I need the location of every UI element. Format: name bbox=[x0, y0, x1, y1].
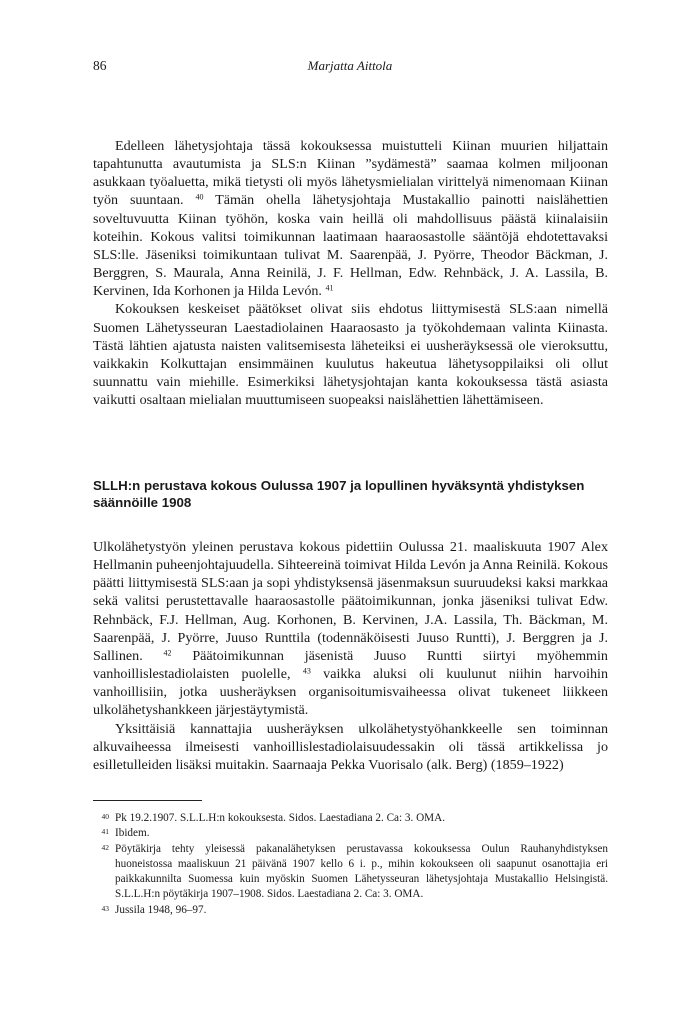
text-run: Ulkolähetystyön yleinen perustava kokous pidettiin Oulussa 21. maaliskuuta 1907 Alex Hellmanin puheenjohtajuudella. Sihteereinä toimivat Hilda Levón ja Anna Reinilä. Kokous päätti liittymisestä SLS:aan ja sopi yhdistyksensä jäsenmaksun suuruudeksi kaksi markkaa sekä valitsi perustettavalle haaraosastolle päätoimikunnan, jonka jäseniksi tulivat Edw. Rehnbäck, F.J. Hellman, Aug. Korhonen, B. Kervinen, J.A. Lassila, Th. Bäckman, M. Saarenpää, J. Pyörre, Juuso Runttila (todennäköisesti Juuso Runtti), J. Berggren ja J. Sallinen. bbox=[93, 539, 608, 664]
footnote-text: Pk 19.2.1907. S.L.L.H:n kokouksesta. Sidos. Laestadiana 2. Ca: 3. OMA. bbox=[115, 812, 446, 824]
footnote-number: 43 bbox=[101, 903, 109, 913]
paragraph: Kokouksen keskeiset päätökset olivat siis ehdotus liittymisestä SLS:aan nimellä Suomen Lähetysseuran Laestadiolainen Haaraosasto ja työkohdemaan valinta Kiinasta. Tästä lähtien ajatusta naisten valitsemisesta läheteiksi ei uusheräyksessä ole vieroksuttu, vaikkakin Kolkuttajan ensimmäinen kuulutus hakeutua lähetysoppilaiksi oli ollut suunnattu vain miehille. Esimerkiksi lähetysjohtajan kanta kokouksessa tästä asiasta vaikutti osaltaan mielialan muuttumiseen suopeaksi naislähettien lähettämiseen. bbox=[93, 301, 608, 409]
footnote-text: Ibidem. bbox=[115, 827, 150, 840]
footnote-text: Jussila 1948, 96–97. bbox=[115, 903, 207, 916]
footnote-number: 41 bbox=[101, 827, 109, 837]
footnote-divider bbox=[93, 800, 202, 801]
text-run: Tämän ohella lähetysjohtaja Mustakallio painotti naislähettien soveltuvuutta Kiinan työhön, koska vain heillä oli mahdollisuus päästä kiinalaisiin koteihin. Kokous valitsi toimikunnan laatimaan haaraosastolle sääntöjä ehdotettavaksi SLS:lle. Jäseniksi toimikuntaan tulivat M. Saarenpää, J. Pyörre, Theodor Bäckman, J. Berggren, S. Maurala, Anna Reinilä, J. F. Hellman, Edw. Rehnbäck, J. A. Lassila, B. Kervinen, Ida Korhonen ja Hilda Levón. bbox=[93, 192, 608, 300]
text-run: Päätoimikunnan jäsenistä Juuso Runtti siirtyi myöhemmin vanhoillislestadiolaisten puolelle, bbox=[93, 647, 608, 683]
footnote-ref-40[interactable]: 40 bbox=[195, 193, 204, 203]
footnote-ref-41[interactable]: 41 bbox=[325, 283, 334, 293]
footnote bbox=[93, 842, 608, 903]
paragraph bbox=[93, 538, 608, 720]
body-text-section-1 bbox=[93, 137, 608, 409]
page-number: 86 bbox=[93, 58, 107, 73]
running-head: Marjatta Aittola bbox=[307, 58, 393, 73]
paragraph: Yksittäisiä kannattajia uusheräyksen ulkolähetystyöhankkeelle sen toiminnan alkuvaiheessa ilmeisesti vanhoillislestadiolaisuudessakin oli tässä artikkelissa jo esilletulleiden lisäksi muitakin. Saarnaaja Pekka Vuorisalo (alk. Berg) (1859–1922) bbox=[93, 720, 608, 773]
body-text-section-2 bbox=[93, 538, 608, 774]
footnote bbox=[93, 903, 608, 918]
text-run: Edelleen lähetysjohtaja tässä kokouksessa muistutteli Kiinan muurien hiljattain tapahtunutta avautumista ja SLS:n Kiinan ”sydämestä” saamaa kolmen miljoonan asukkaan työaluetta, mikä tietysti oli myös lähetysmielialan virittelyä nimenomaan Kiinan työn suuntaan. bbox=[93, 138, 608, 209]
paragraph bbox=[93, 137, 608, 300]
section-heading: SLLH:n perustava kokous Oulussa 1907 ja lopullinen hyväksyntä yhdistyksen säännöille 1908 bbox=[93, 478, 585, 510]
text-run: vaikka aluksi oli kuulunut niihin harvoihin vanhoillisiin, jotka uusheräyksen organisoitumisvaiheessa olivat tukeneet liikkeen ulkolähetyshankkeen järjestäytymistä. bbox=[93, 666, 608, 719]
footnote-number: 40 bbox=[101, 812, 109, 821]
footnotes bbox=[93, 811, 608, 918]
footnote bbox=[93, 811, 608, 826]
footnote bbox=[93, 826, 608, 841]
footnote-number: 42 bbox=[101, 842, 109, 852]
footnote-ref-43[interactable]: 43 bbox=[302, 666, 311, 676]
footnote-ref-42[interactable]: 42 bbox=[163, 648, 172, 658]
footnote-text: Pöytäkirja tehty yleisessä pakanalähetyksen perustavassa kokouksessa Oulun Rauhanyhdistyksen huoneistossa maaliskuun 21 päivänä 1907 kello 6 i. p., mihin kokoukseen oli saapunut osanottajia eri paikkakunnilta Suomessa kuin myöskin Suomen Lähetysseuran lähetysjohtaja Mustakallio Helsingistä. S.L.L.H:n pöytäkirja 1907–1908. Sidos. Laestadiana 2. Ca: 3. OMA. bbox=[115, 842, 608, 901]
